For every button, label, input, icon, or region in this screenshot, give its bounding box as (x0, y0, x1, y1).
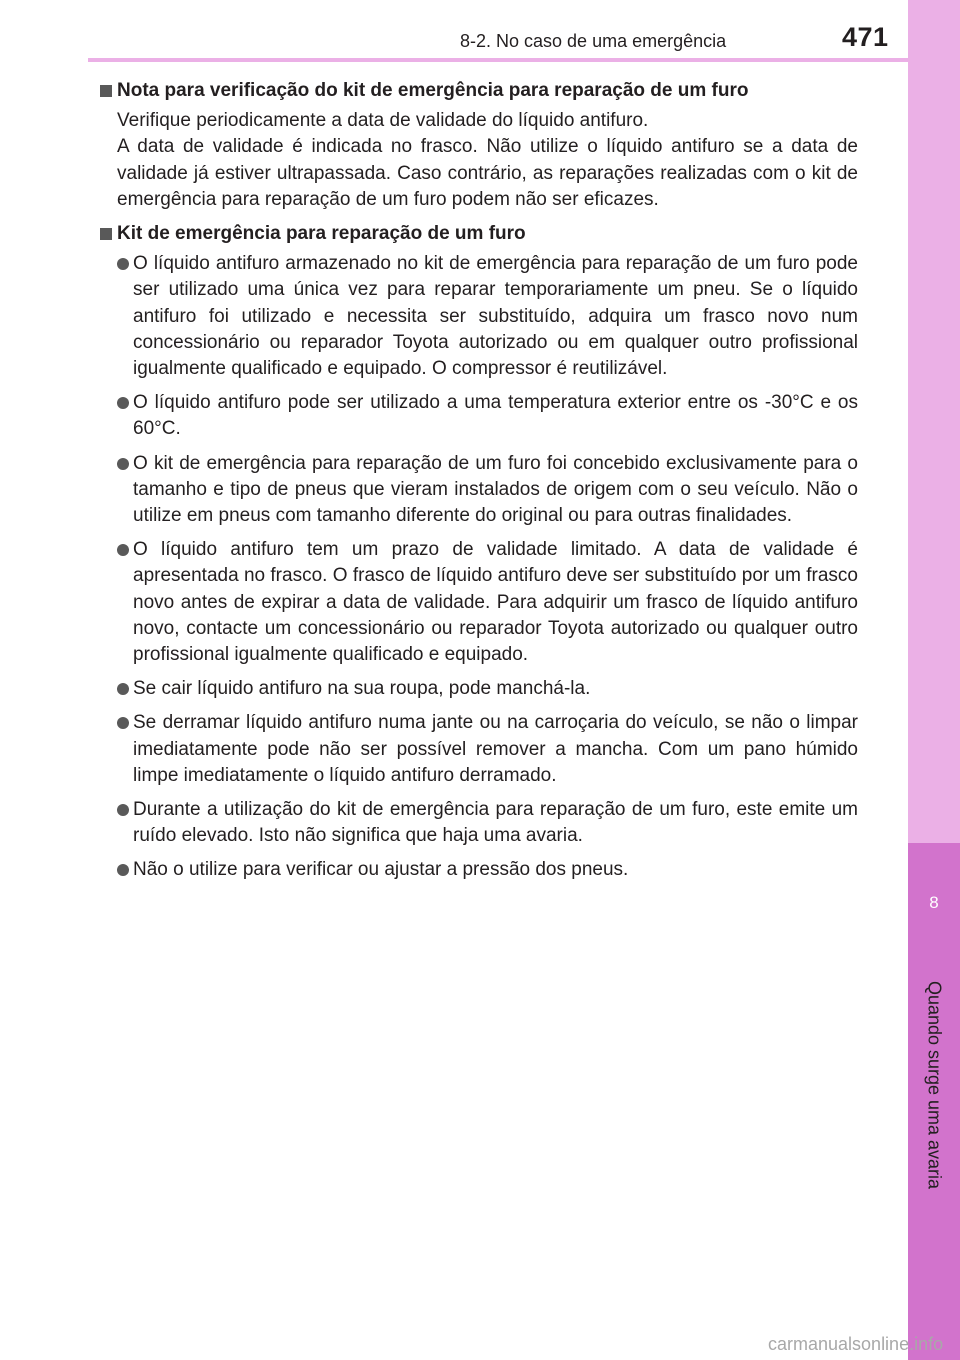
square-bullet-icon (100, 228, 112, 240)
round-bullet-icon (117, 864, 129, 876)
section-heading-text: Kit de emergência para reparação de um furo (117, 223, 526, 245)
section-heading-text: Nota para verificação do kit de emergência para reparação de um furo (117, 80, 749, 101)
round-bullet-icon (117, 397, 129, 409)
round-bullet-icon (117, 458, 129, 470)
list-item (100, 797, 858, 849)
chapter-number: 8 (929, 893, 939, 912)
list-item (100, 390, 858, 442)
paragraph: A data de validade é indicada no frasco. Não utilize o líquido antifuro se a data de validade já estiver ultrapassada. Caso contrário, as reparações realizadas com o kit de emergência para reparação de um furo podem não ser eficazes. (117, 136, 858, 210)
list-item (100, 251, 858, 382)
section-heading (100, 221, 858, 247)
list-item (100, 676, 858, 702)
round-bullet-icon (117, 683, 129, 695)
round-bullet-icon (117, 544, 129, 556)
list-item-text: Não o utilize para verificar ou ajustar a pressão dos pneus. (133, 859, 629, 881)
chapter-title: Quando surge uma avaria (924, 980, 945, 1190)
list-item-text: O kit de emergência para reparação de um furo foi concebido exclusivamente para o tamanho e tipo de pneus que vieram instalados de origem com o seu veículo. Não o utilize em pneus com tamanho diferente do original ou para outras finalidades. (133, 452, 858, 527)
list-item (100, 451, 858, 530)
section-header: 8-2. No caso de uma emergência (460, 31, 727, 51)
list-item-text: O líquido antifuro pode ser utilizado a uma temperatura exterior entre os -30°C e os 60°C. (133, 392, 858, 440)
square-bullet-icon (100, 85, 112, 97)
section-heading (100, 78, 858, 104)
list-item-text: Se derramar líquido antifuro numa jante ou na carroçaria do veículo, se não o limpar imediatamente pode não ser possível remover a mancha. Com um pano húmido limpe imediatamente o líquido antifuro derramado. (133, 712, 858, 786)
list-item-text: Se cair líquido antifuro na sua roupa, pode manchá-la. (133, 678, 591, 700)
list-item (100, 537, 858, 668)
paragraph: Verifique periodicamente a data de validade do líquido antifuro. (117, 110, 649, 132)
list-item-text: Durante a utilização do kit de emergência para reparação de um furo, este emite um ruído elevado. Isto não significa que haja uma avaria. (133, 799, 858, 847)
header-rule (88, 58, 908, 62)
page-content (100, 78, 858, 884)
round-bullet-icon (117, 804, 129, 816)
round-bullet-icon (117, 258, 129, 270)
list-item (100, 710, 858, 789)
page-number: 471 (842, 22, 889, 52)
watermark-link[interactable]: carmanualsonline.info (768, 1334, 944, 1354)
list-item-text: O líquido antifuro armazenado no kit de emergência para reparação de um furo pode ser utilizado uma única vez para reparar temporariamente um pneu. Se o líquido antifuro foi utilizado e necessita ser substituído, adquira um frasco novo num concessionário ou reparador Toyota autorizado ou em qualquer outro profissional igualmente qualificado e equipado. O compressor é reutilizável. (133, 253, 858, 380)
round-bullet-icon (117, 717, 129, 729)
list-item (100, 857, 858, 883)
list-item-text: O líquido antifuro tem um prazo de validade limitado. A data de validade é apresentada no frasco. O frasco de líquido antifuro deve ser substituído por um frasco novo antes de expirar a data de validade. Para adquirir um frasco de líquido antifuro novo, contacte um concessionário ou reparador Toyota autorizado ou qualquer outro profissional igualmente qualificado e equipado. (133, 539, 858, 666)
